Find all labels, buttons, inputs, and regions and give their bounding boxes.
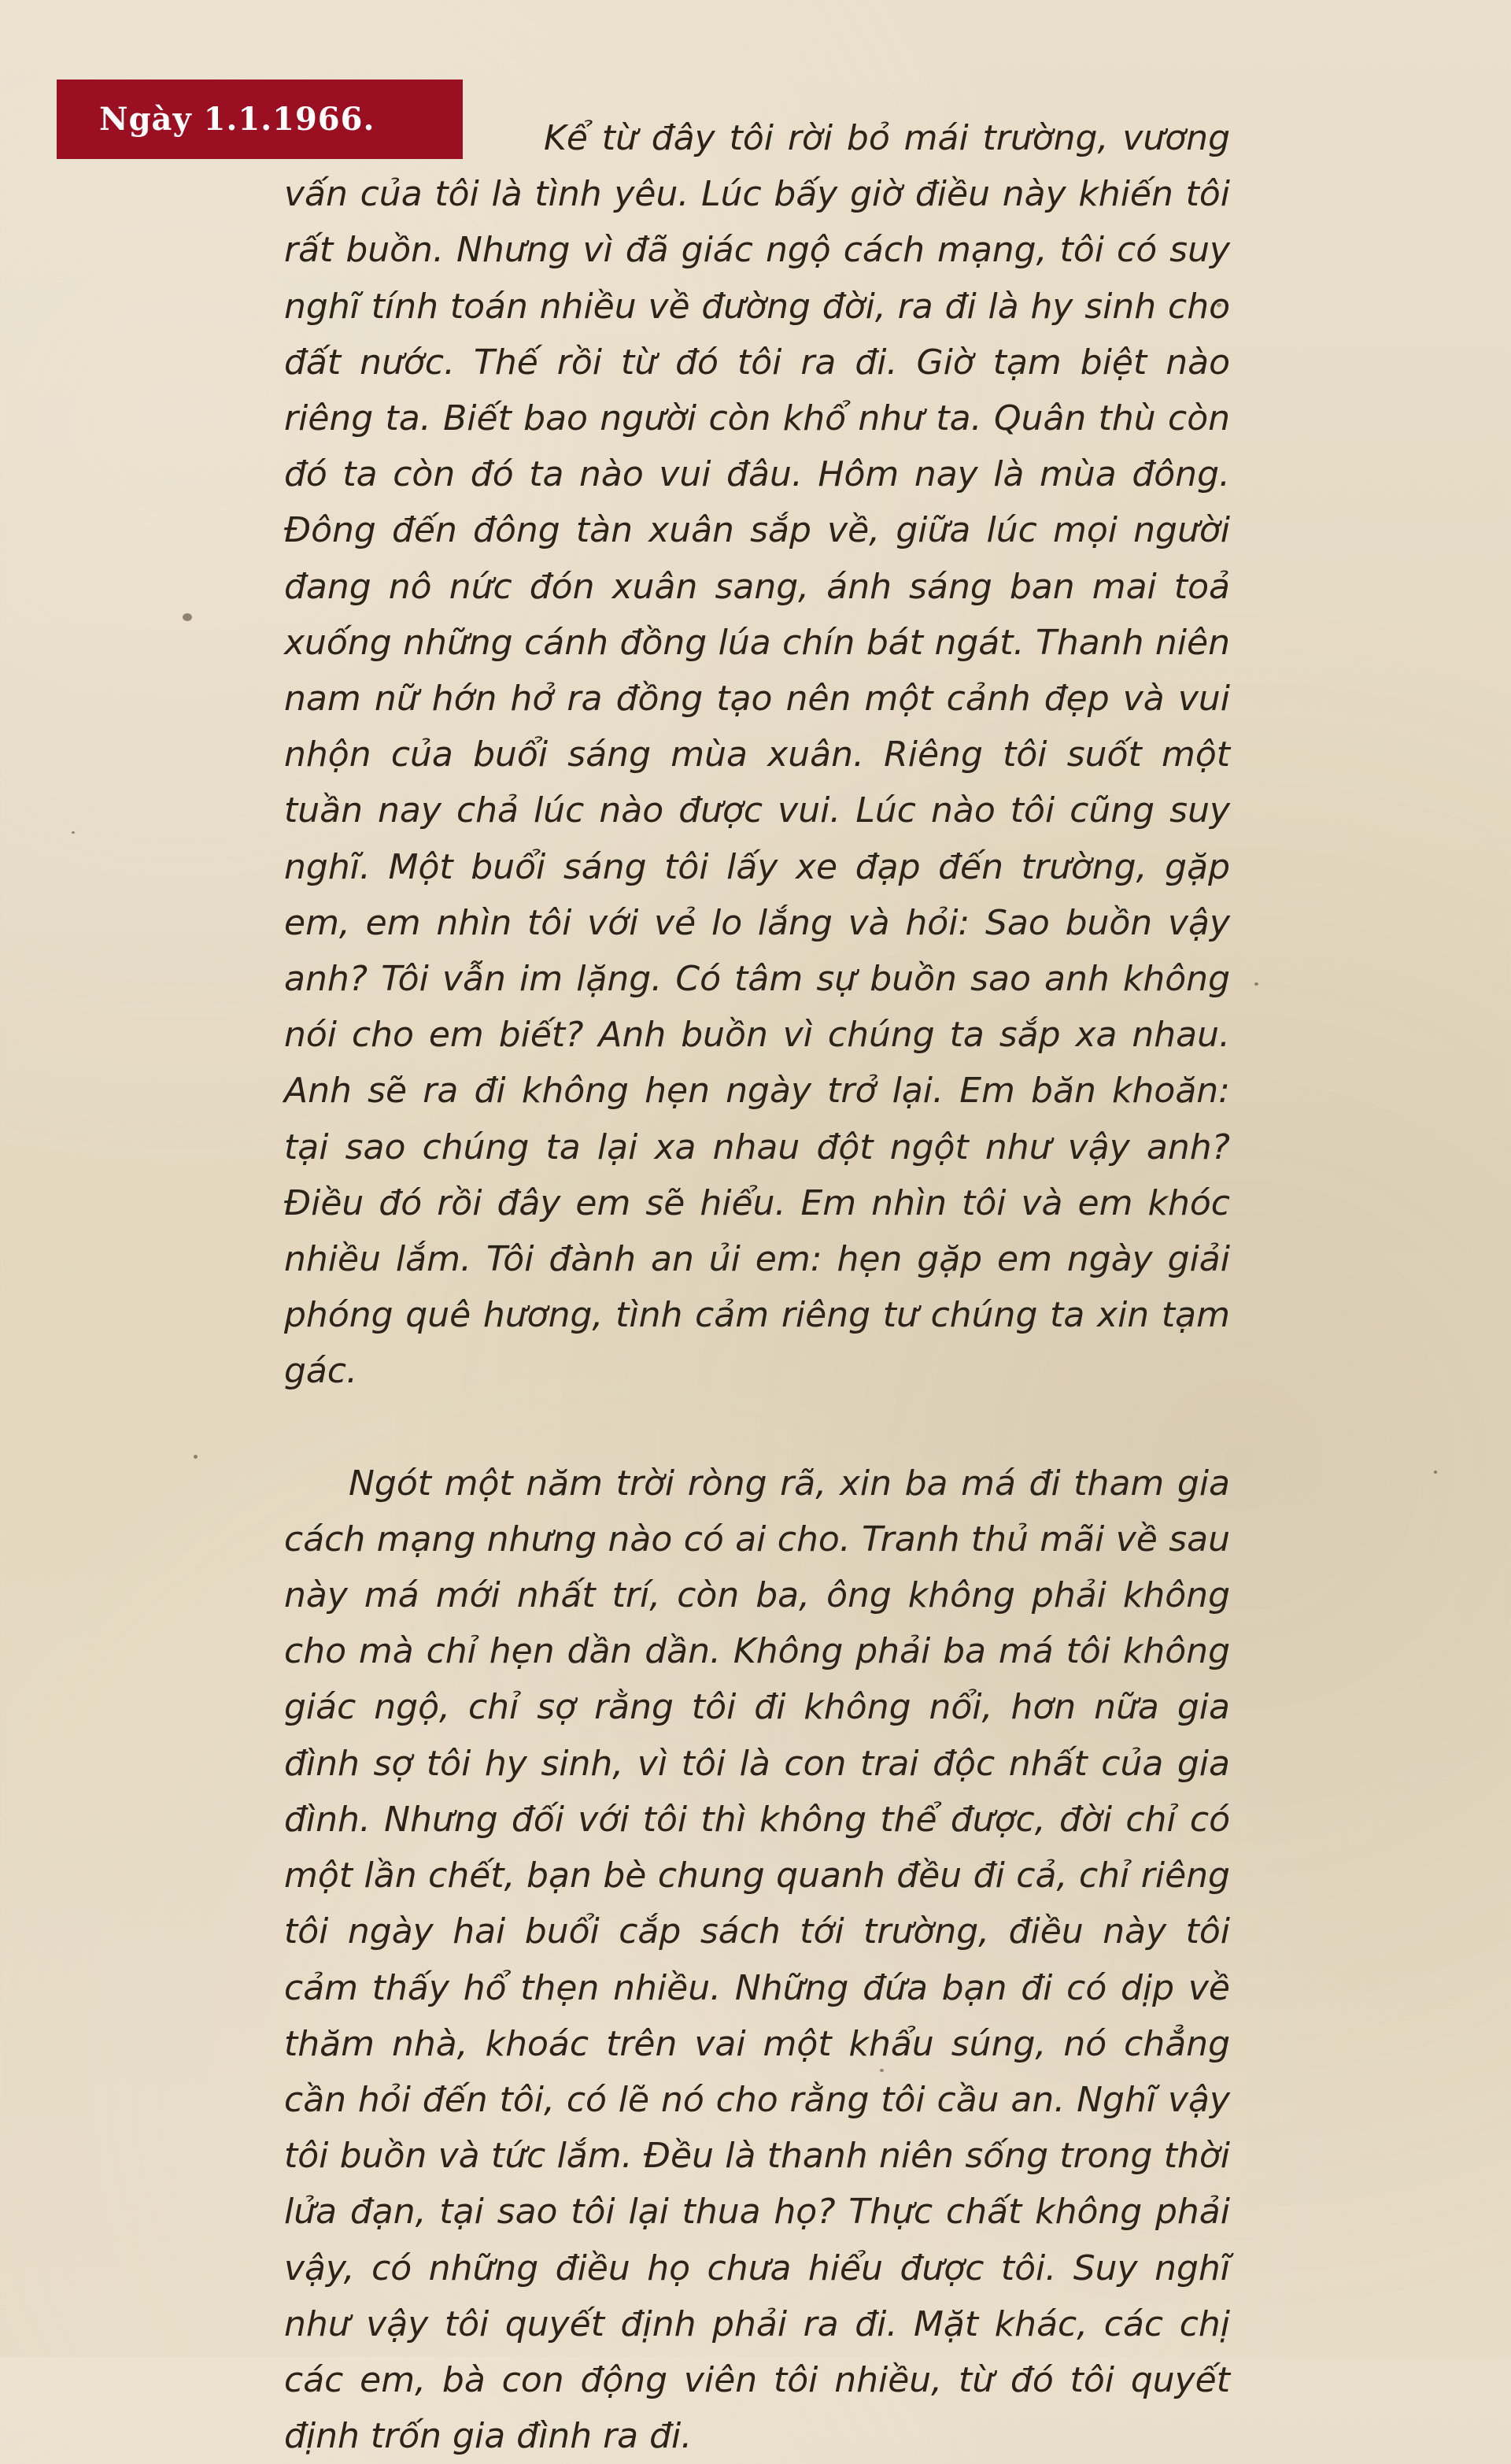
paper-speck bbox=[72, 831, 75, 834]
paper-speck bbox=[194, 1455, 198, 1459]
date-label: Ngày 1.1.1966. bbox=[99, 101, 375, 138]
paper-speck bbox=[183, 613, 192, 621]
paper-speck bbox=[1434, 1471, 1437, 1474]
paragraph-2: Ngót một năm trời ròng rã, xin ba má đi tham gia cách mạng nhưng nào có ai cho. Tranh thủ mãi về sau này má mới nhất trí, còn ba, ông không phải không cho mà chỉ hẹn dần dần. Không phải ba má tôi không giác ngộ, chỉ sợ rằng tôi đi không nổi, hơn nữa gia đình sợ tôi hy sinh, vì tôi là con trai độc nhất của gia đình. Nhưng đối với tôi thì không thể được, đời chỉ có một lần chết, bạn bè chung quanh đều đi cả, chỉ riêng tôi ngày hai buổi cắp sách tới trường, điều này tôi cảm thấy hổ thẹn nhiều. Những đứa bạn đi có dịp về thăm nhà, khoác trên vai một khẩu súng, nó chẳng cần hỏi đến tôi, có lẽ nó cho rằng tôi cầu an. Nghĩ vậy tôi buồn và tức lắm. Đều là thanh niên sống trong thời lửa đạn, tại sao tôi lại thua họ? Thực chất không phải vậy, có những điều họ chưa hiểu được tôi. Suy nghĩ như vậy tôi quyết định phải ra đi. Mặt khác, các chị các em, bà con động viên tôi nhiều, từ đó tôi quyết định trốn gia đình ra đi. bbox=[284, 1463, 1230, 2457]
paper-speck bbox=[1254, 982, 1258, 986]
diary-entry bbox=[284, 110, 1230, 2464]
paragraph-1: Kể từ đây tôi rời bỏ mái trường, vương vấn của tôi là tình yêu. Lúc bấy giờ điều này khiến tôi rất buồn. Nhưng vì đã giác ngộ cách mạng, tôi có suy nghĩ tính toán nhiều về đường đời, ra đi là hy sinh cho đất nước. Thế rồi từ đó tôi ra đi. Giờ tạm biệt nào riêng ta. Biết bao người còn khổ như ta. Quân thù còn đó ta còn đó ta nào vui đâu. Hôm nay là mùa đông. Đông đến đông tàn xuân sắp về, giữa lúc mọi người đang nô nức đón xuân sang, ánh sáng ban mai toả xuống những cánh đồng lúa chín bát ngát. Thanh niên nam nữ hớn hở ra đồng tạo nên một cảnh đẹp và vui nhộn của buổi sáng mùa xuân. Riêng tôi suốt một tuần nay chả lúc nào được vui. Lúc nào tôi cũng suy nghĩ. Một buổi sáng tôi lấy xe đạp đến trường, gặp em, em nhìn tôi với vẻ lo lắng và hỏi: Sao buồn vậy anh? Tôi vẫn im lặng. Có tâm sự buồn sao anh không nói cho em biết? Anh buồn vì chúng ta sắp xa nhau. Anh sẽ ra đi không hẹn ngày trở lại. Em băn khoăn: tại sao chúng ta lại xa nhau đột ngột như vậy anh? Điều đó rồi đây em sẽ hiểu. Em nhìn tôi và em khóc nhiều lắm. Tôi đành an ủi em: hẹn gặp em ngày giải phóng quê hương, tình cảm riêng tư chúng ta xin tạm gác. bbox=[284, 118, 1230, 1392]
